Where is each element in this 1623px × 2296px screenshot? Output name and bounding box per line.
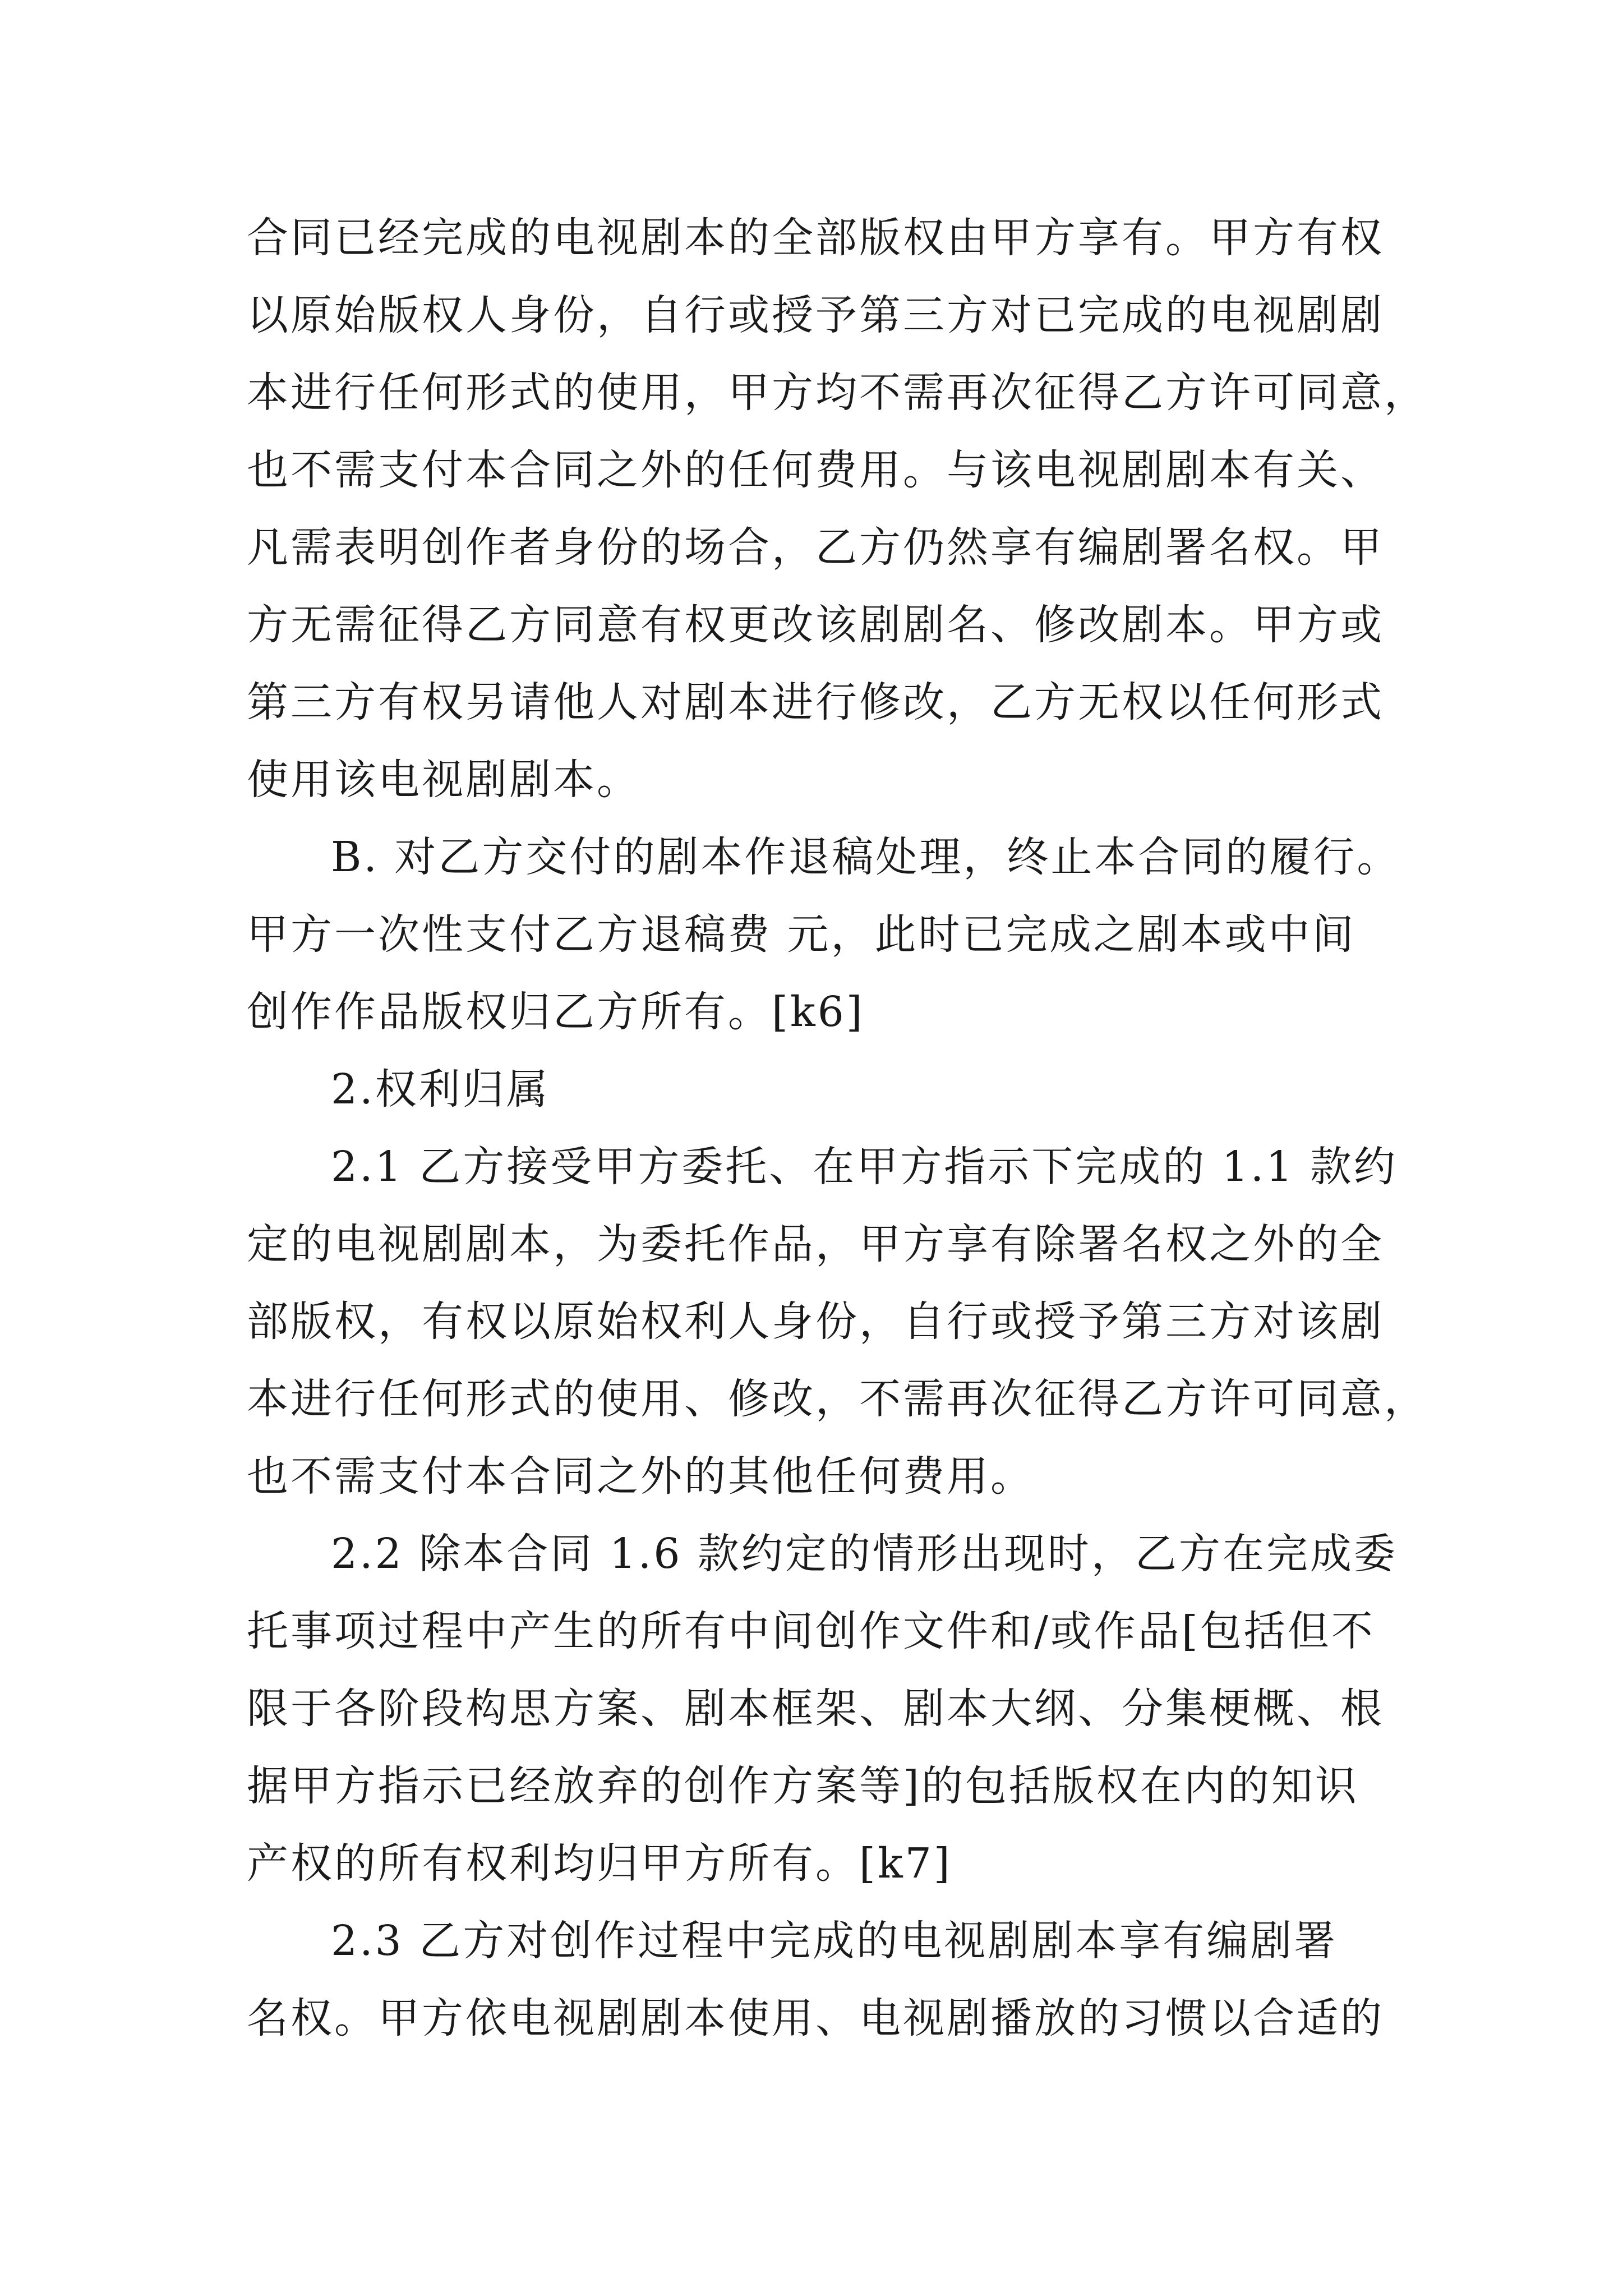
text-line: 也不需支付本合同之外的其他任何费用。 xyxy=(247,1452,1034,1501)
text-line: 产权的所有权利均归甲方所有。[k7] xyxy=(247,1839,952,1888)
text-line: 名权。甲方依电视剧剧本使用、电视剧播放的习惯以合适的 xyxy=(247,1994,1384,2042)
text-line: 限于各阶段构思方案、剧本框架、剧本大纲、分集梗概、根 xyxy=(247,1685,1384,1733)
text-line: 2.2 除本合同 1.6 款约定的情形出现时，乙方在完成委 xyxy=(331,1530,1398,1578)
text-line: 以原始版权人身份，自行或授予第三方对已完成的电视剧剧 xyxy=(247,291,1384,339)
text-line: 凡需表明创作者身份的场合，乙方仍然享有编剧署名权。甲 xyxy=(247,523,1384,572)
text-line: 使用该电视剧剧本。 xyxy=(247,756,640,804)
text-line: 托事项过程中产生的所有中间创作文件和/或作品[包括但不 xyxy=(247,1607,1375,1655)
contract-text-body xyxy=(247,199,1436,2057)
text-line: 部版权，有权以原始权利人身份，自行或授予第三方对该剧 xyxy=(247,1297,1384,1346)
text-line: 方无需征得乙方同意有权更改该剧剧名、修改剧本。甲方或 xyxy=(247,601,1384,649)
text-line: 2.3 乙方对创作过程中完成的电视剧剧本享有编剧署 xyxy=(331,1917,1338,1965)
text-line: 据甲方指示已经放弃的创作方案等]的包括版权在内的知识 xyxy=(247,1762,1359,1810)
text-line: 本进行任何形式的使用，甲方均不需再次征得乙方许可同意， xyxy=(247,369,1428,417)
text-line: 2.1 乙方接受甲方委托、在甲方指示下完成的 1.1 款约 xyxy=(331,1143,1398,1191)
text-line: 本进行任何形式的使用、修改，不需再次征得乙方许可同意， xyxy=(247,1375,1428,1423)
text-line: B. 对乙方交付的剧本作退稿处理，终止本合同的履行。 xyxy=(331,833,1401,881)
text-line: 也不需支付本合同之外的任何费用。与该电视剧剧本有关、 xyxy=(247,446,1384,494)
text-line: 定的电视剧剧本，为委托作品，甲方享有除署名权之外的全 xyxy=(247,1220,1384,1268)
text-line: 甲方一次性支付乙方退稿费 元，此时已完成之剧本或中间 xyxy=(247,910,1356,959)
text-line: 合同已经完成的电视剧本的全部版权由甲方享有。甲方有权 xyxy=(247,214,1384,262)
text-line: 创作作品版权归乙方所有。[k6] xyxy=(247,988,865,1036)
text-line: 2.权利归属 xyxy=(331,1065,550,1114)
text-line: 第三方有权另请他人对剧本进行修改，乙方无权以任何形式 xyxy=(247,678,1384,726)
